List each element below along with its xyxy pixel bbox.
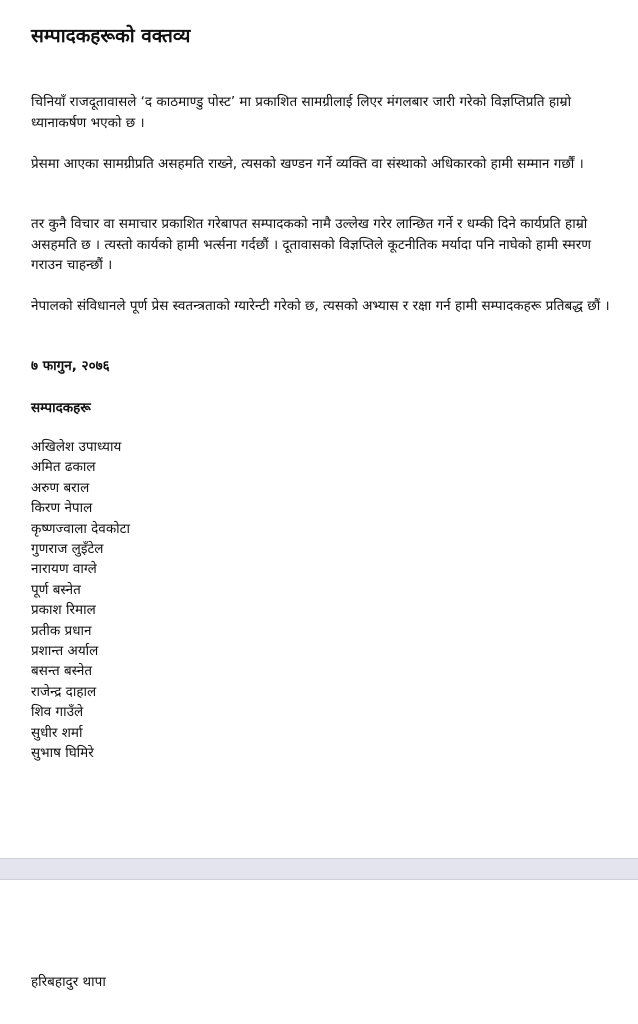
signatory-name: कृष्णज्वाला देवकोटा — [31, 520, 130, 537]
signatory-name: अरुण बराल — [31, 479, 90, 496]
paragraph-2: प्रेसमा आएका सामग्रीप्रति असहमति राख्ने, त्यसको खण्डन गर्ने व्यक्ति वा संस्थाको अधिकारको हामी सम्मान गर्छौं । — [31, 156, 584, 172]
signatory-name: शिव गाउँले — [31, 704, 84, 721]
signatory-name: प्रशान्त अर्याल — [31, 643, 99, 660]
signatory-name: अखिलेश उपाध्याय — [31, 439, 122, 455]
paragraph-3: तर कुनै विचार वा समाचार प्रकाशित गरेबापत सम्पादकको नामै उल्लेख गरेर लान्छित गर्ने र धम्की दिने कार्यप्रति हाम्रो असहमति छ । त्यस्तो कार्यको हामी भर्त्सना गर्दछौं । दूतावासको विज्ञप्तिले कूटनीतिक मर्यादा पनि नाघेको हामी स्मरण गराउन चाहन्छौं । — [31, 216, 592, 273]
signatory-name: सुधीर शर्मा — [31, 724, 83, 741]
signatory-name-continued: हरिबहादुर थापा — [31, 974, 106, 990]
signatory-name: गुणराज लुइँटेल — [31, 541, 104, 558]
document-page-2 — [0, 880, 638, 1024]
signatory-name: पूर्ण बस्नेत — [31, 581, 81, 598]
signatory-name: अमित ढकाल — [31, 459, 96, 476]
paragraph-1: चिनियाँ राजदूतावासले ‘द काठमाण्डु पोस्ट’ मा प्रकाशित सामग्रीलाई लिएर मंगलबार जारी गरेको विज्ञप्तिप्रति हाम्रो ध्यानाकर्षण भएको छ । — [31, 94, 572, 131]
statement-date: ७ फागुन, २०७६ — [31, 358, 110, 374]
signatories-heading: सम्पादकहरू — [31, 400, 91, 416]
signatory-name: नारायण वाग्ले — [31, 561, 97, 578]
signatory-name: प्रतीक प्रधान — [31, 622, 92, 639]
signatory-name: किरण नेपाल — [31, 500, 93, 517]
signatory-name: प्रकाश रिमाल — [31, 602, 96, 619]
page-break-separator — [0, 858, 638, 880]
signatory-name: राजेन्द्र दाहाल — [31, 683, 97, 700]
signatory-name: बसन्त बस्नेत — [31, 663, 93, 680]
signatory-name: सुभाष घिमिरे — [31, 745, 94, 762]
signatory-list — [31, 437, 130, 764]
paragraph-4: नेपालको संविधानले पूर्ण प्रेस स्वतन्त्रताको ग्यारेन्टी गरेको छ, त्यसको अभ्यास र रक्षा गर्न हामी सम्पादकहरू प्रतिबद्ध छौं । — [31, 298, 610, 314]
document-title: सम्पादकहरूको वक्तव्य — [31, 25, 191, 47]
